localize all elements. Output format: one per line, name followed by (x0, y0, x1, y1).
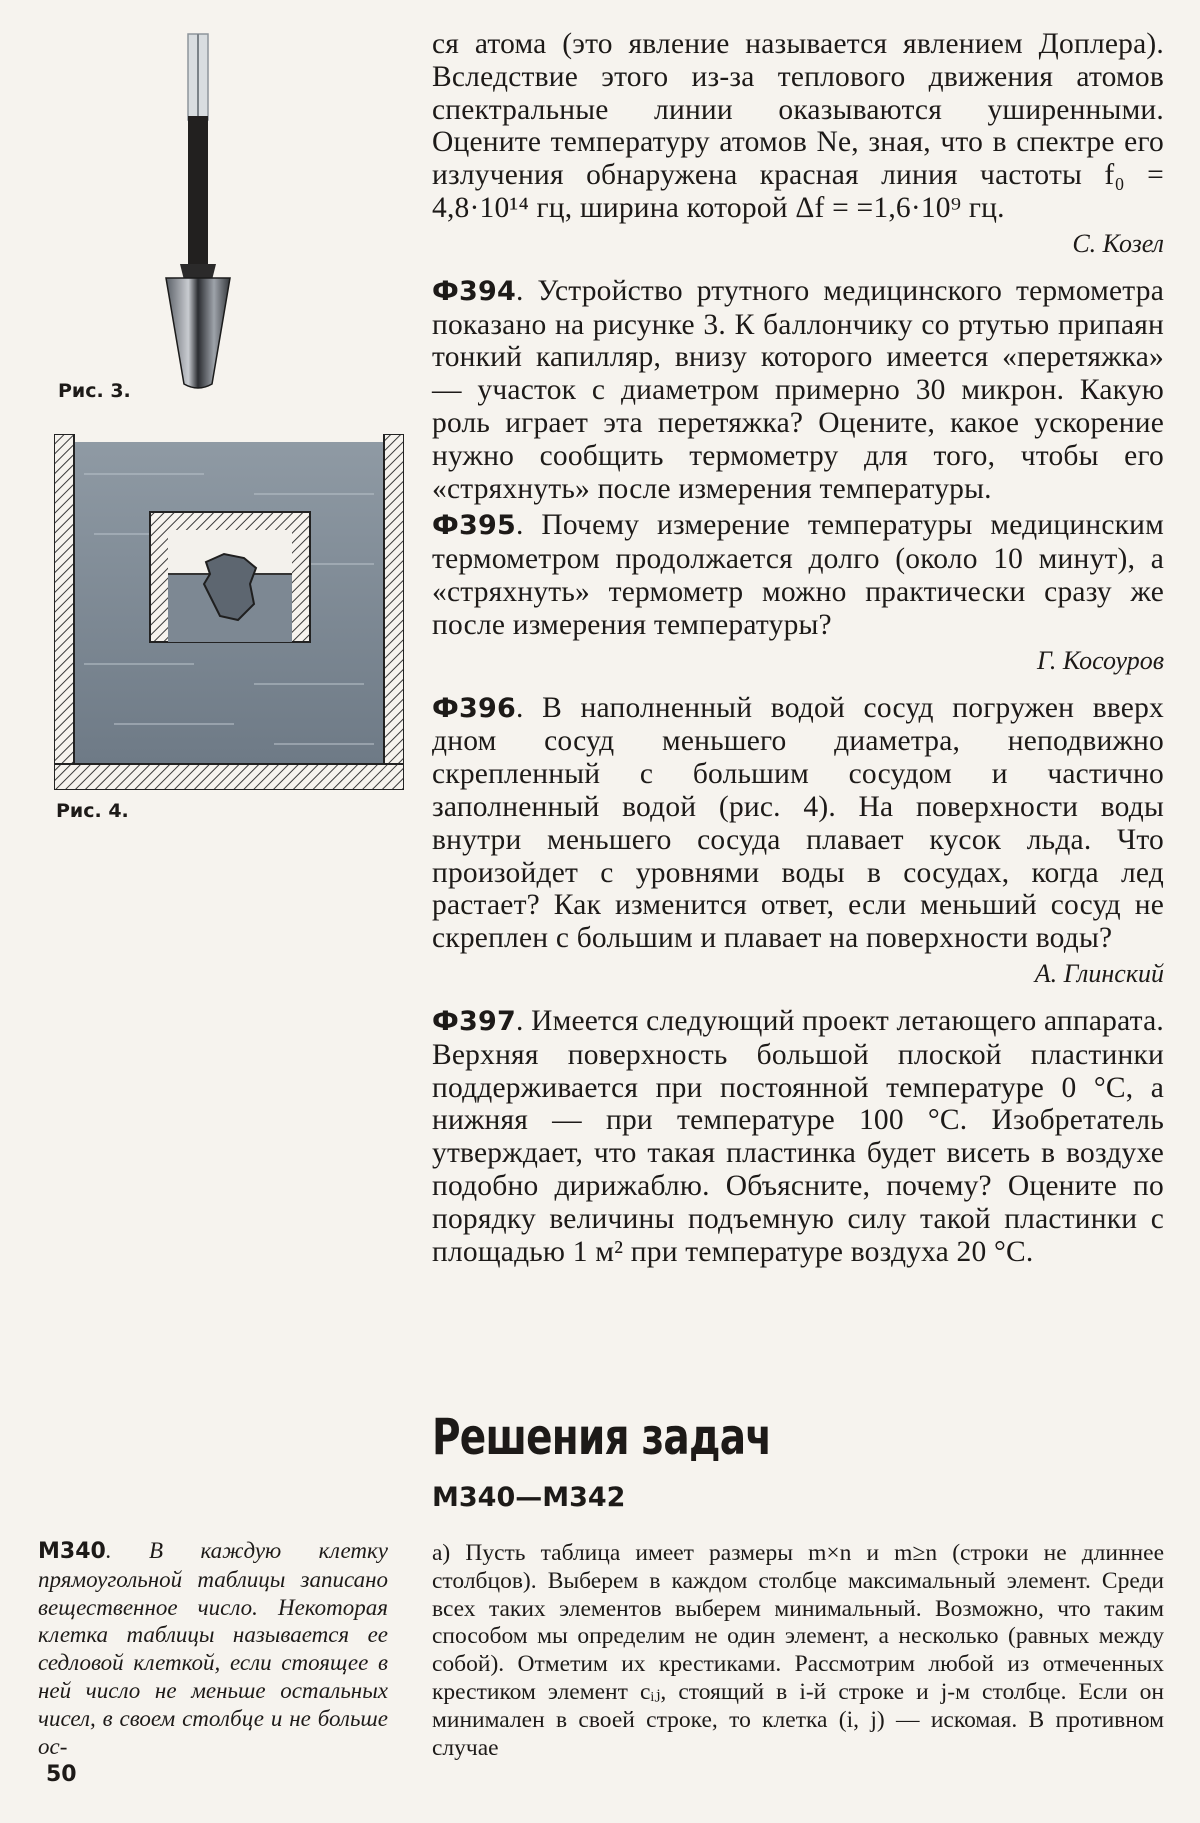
problem-text: . В наполненный водой сосуд погружен вверх дном сосуд меньшего диаметра, неподвижно скрепленный с большим сосудом и частично заполненный водой (рис. 4). На поверхности воды внутри меньшего сосуда плавает кусок льда. Что произойдет с уровнями воды в сосудах, когда лед растает? Как изменится ответ, если меньший сосуд не скреплен с большим и плавает на поверхности воды? (432, 691, 1164, 955)
fig3-caption: Рис. 3. (58, 380, 131, 402)
sidenote-id: М340 (38, 1539, 106, 1564)
sidenote-text: . В каждую клетку прямоугольной таблицы записано вещественное число. Некоторая клетка таблицы называется ее седловой клеткой, если стоящее в ней число не меньше остальных чисел, в своем столбце и не больше ос- (38, 1538, 388, 1759)
problem-continuation: ся атома (это явление называется явлением Доплера). Вследствие этого из-за теплового движения атомов спектральные линии оказываются уширенными. Оцените температуру атомов Ne, зная, что в спектре его излучения обнаружена красная линия частоты f₀ = 4,8·10¹⁴ гц, ширина которой Δf = =1,6·10⁹ гц. (432, 28, 1164, 224)
problem-id: Ф394 (432, 275, 516, 307)
solution-text: а) Пусть таблица имеет размеры m×n и m≥n (строки не длиннее столбцов). Выберем в каждом столбце максимальный элемент. Среди всех таких элементов выберем минимальный. Возможно, что таким способом мы определим не один элемент, а несколько (равных между собой). Отметим их крестиками. Рассмотрим любой из отмеченных крестиком элемент cᵢⱼ, стоящий в i-й строке и j-м столбце. Если он минимален в своей строке, то клетка (i, j) — искомая. В противном случае (432, 1540, 1164, 1761)
sidenote-m340 (38, 1537, 388, 1760)
problem-text: . Почему измерение температуры медицинским термометром продолжается долго (около 10 минут), а «стряхнуть» термометр можно практически сразу же после измерения температуры? (432, 509, 1164, 641)
problem-id: Ф397 (432, 1005, 516, 1037)
author-kosourov: Г. Косоуров (1037, 645, 1164, 675)
fig4-caption: Рис. 4. (56, 800, 129, 822)
thermometer-figure (150, 30, 250, 390)
main-column (432, 28, 1164, 1268)
section-range: М340—М342 (432, 1482, 626, 1513)
problem-f394 (432, 275, 1164, 506)
problem-f396 (432, 692, 1164, 955)
problem-f395 (432, 509, 1164, 641)
page-number: 50 (46, 1762, 77, 1787)
problem-text: . Устройство ртутного медицинского термометра показано на рисунке 3. К баллончику со ртутью припаян тонкий капилляр, внизу которого имеется «перетяжка» — участок с диаметром примерно 30 микрон. Какую роль играет эта перетяжка? Оцените, какое ускорение нужно сообщить термометру для того, чтобы его «стряхнуть» после измерения температуры. (432, 274, 1164, 505)
problem-id: Ф395 (432, 510, 516, 542)
problem-f397 (432, 1005, 1164, 1268)
author-kozel: С. Козел (1072, 228, 1164, 258)
vessels-figure (54, 434, 404, 790)
section-title: Решения задач (432, 1408, 772, 1466)
problem-text: . Имеется следующий проект летающего аппарата. Верхняя поверхность большой плоской пластинки поддерживается при постоянной температуре 0 °С, а нижняя — при температуре 100 °С. Изобретатель утверждает, что такая пластинка будет висеть в воздухе подобно дирижаблю. Объясните, почему? Оцените по порядку величины подъемную силу такой пластинки с площадью 1 м² при температуре воздуха 20 °С. (432, 1004, 1164, 1268)
author-glinsky: А. Глинский (1034, 958, 1164, 988)
problem-id: Ф396 (432, 692, 516, 724)
